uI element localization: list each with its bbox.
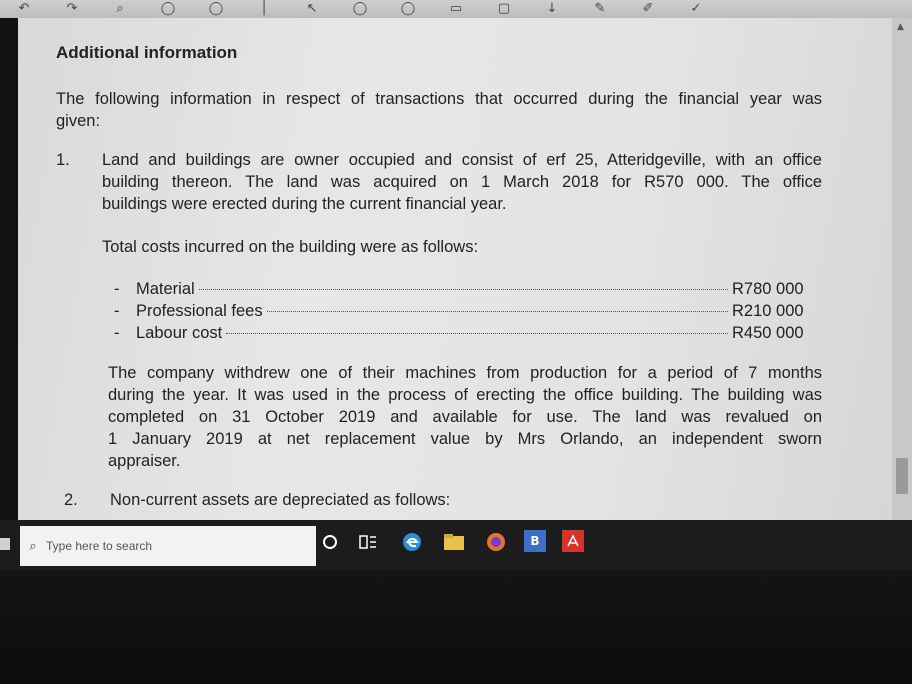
- scroll-up-icon[interactable]: ▲: [897, 22, 904, 32]
- cost-item-label: Professional fees: [136, 302, 263, 320]
- cost-item-label: Material: [136, 280, 195, 298]
- document-page: [18, 18, 892, 520]
- search-input[interactable]: Type here to search: [46, 539, 153, 553]
- cortana-icon[interactable]: [318, 530, 342, 554]
- leader-dots: [199, 289, 728, 290]
- file-explorer-icon[interactable]: [442, 530, 466, 554]
- cost-item-labour-cost: [114, 322, 814, 344]
- firefox-icon[interactable]: [484, 530, 508, 554]
- item-1-number: 1.: [56, 151, 70, 169]
- para-2-line-3: completed on 31 October 2019 and available for use. The land was revalued on: [108, 408, 822, 426]
- cost-item-amount: R210 000: [732, 302, 804, 320]
- cost-item-dash: -: [114, 302, 120, 320]
- item-2-number: 2.: [64, 491, 78, 509]
- acrobat-icon[interactable]: [562, 530, 584, 552]
- toolbar-highlight-icon[interactable]: ✐: [642, 1, 654, 16]
- scroll-thumb[interactable]: [896, 458, 908, 494]
- toolbar-undo-icon[interactable]: ↶: [18, 1, 30, 16]
- windows-taskbar: [0, 520, 912, 570]
- cost-item-amount: R780 000: [732, 280, 804, 298]
- para-2-line-2: during the year. It was used in the process of erecting the office building. The building was: [108, 386, 822, 404]
- item-1-line-1: Land and buildings are owner occupied and consist of erf 25, Atteridgeville, with an office: [102, 151, 822, 169]
- toolbar-pen-icon[interactable]: ✎: [594, 1, 606, 16]
- edge-icon[interactable]: [400, 530, 424, 554]
- toolbar-circle-icon-4[interactable]: ◯: [400, 1, 416, 16]
- item-2-text: Non-current assets are depreciated as follows:: [110, 491, 451, 509]
- toolbar-circle-icon[interactable]: ◯: [160, 1, 176, 16]
- costs-intro: Total costs incurred on the building were as follows:: [102, 238, 479, 256]
- start-button[interactable]: [0, 538, 10, 550]
- toolbar-check-icon[interactable]: ✓: [690, 1, 702, 16]
- para-2-line-1: The company withdrew one of their machines from production for a period of 7 months: [108, 364, 822, 382]
- para-2-line-5: appraiser.: [108, 452, 181, 470]
- para-2-line-4: 1 January 2019 at net replacement value by Mrs Orlando, an independent sworn: [108, 430, 822, 448]
- toolbar-arrow-down-icon[interactable]: ↓: [546, 1, 558, 16]
- vertical-scrollbar[interactable]: [892, 18, 912, 520]
- search-icon: ⌕: [29, 538, 37, 554]
- toolbar-separator-icon: │: [260, 1, 268, 16]
- task-view-icon[interactable]: [356, 530, 380, 554]
- app-toolbar: [0, 0, 912, 18]
- monitor-bezel: [0, 570, 912, 684]
- item-1-line-3: buildings were erected during the current financial year.: [102, 195, 507, 213]
- item-1-line-2: building thereon. The land was acquired on 1 March 2018 for R570 000. The office: [102, 173, 822, 191]
- intro-line-1: The following information in respect of transactions that occurred during the financial year was: [56, 90, 822, 108]
- toolbar-pointer-icon[interactable]: ↖: [306, 1, 318, 16]
- cost-item-amount: R450 000: [732, 324, 804, 342]
- cost-item-dash: -: [114, 324, 120, 342]
- cost-item-dash: -: [114, 280, 120, 298]
- cost-item-material: [114, 278, 814, 300]
- b-app-icon[interactable]: B: [524, 530, 546, 552]
- toolbar-search-icon[interactable]: ⌕: [116, 1, 124, 16]
- toolbar-circle-icon-3[interactable]: ◯: [352, 1, 368, 16]
- cost-item-professional-fees: [114, 300, 814, 322]
- cost-item-label: Labour cost: [136, 324, 223, 342]
- leader-dots: [226, 333, 728, 334]
- toolbar-page-icon[interactable]: ▢: [497, 1, 511, 16]
- toolbar-box-icon[interactable]: ▭: [449, 1, 463, 16]
- intro-line-2: given:: [56, 112, 101, 130]
- taskbar-search-box[interactable]: [20, 526, 316, 566]
- toolbar-redo-icon[interactable]: ↷: [66, 1, 78, 16]
- section-heading: Additional information: [56, 43, 238, 62]
- leader-dots: [267, 311, 728, 312]
- toolbar-circle-icon-2[interactable]: ◯: [208, 1, 224, 16]
